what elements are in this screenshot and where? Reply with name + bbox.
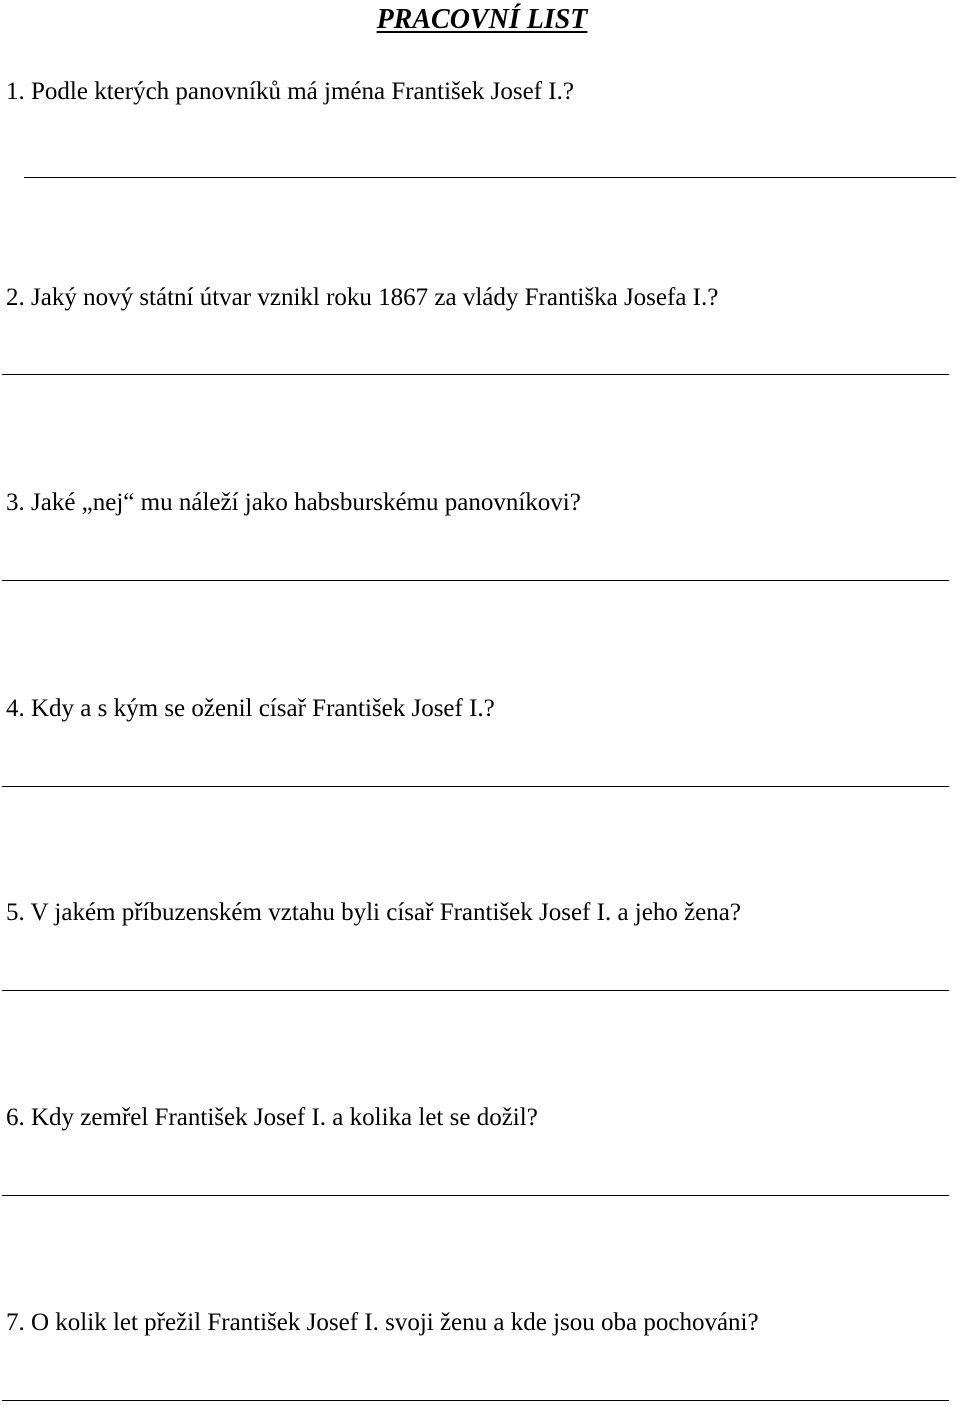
answer-line-5[interactable]: [2, 990, 949, 991]
question-7: 7. O kolik let přežil František Josef I. svoji ženu a kde jsou oba pochováni?: [6, 1309, 759, 1336]
question-1: 1. Podle kterých panovníků má jména František Josef I.?: [6, 78, 574, 105]
question-3: 3. Jaké „nej“ mu náleží jako habsburskému panovníkovi?: [6, 489, 581, 516]
question-5: 5. V jakém příbuzenském vztahu byli císař František Josef I. a jeho žena?: [6, 899, 741, 926]
answer-line-3[interactable]: [2, 580, 949, 581]
answer-line-7[interactable]: [2, 1400, 949, 1401]
question-6: 6. Kdy zemřel František Josef I. a kolika let se dožil?: [6, 1104, 538, 1131]
answer-line-4[interactable]: [2, 786, 949, 787]
worksheet-title: [0, 2, 960, 38]
question-4: 4. Kdy a s kým se oženil císař František Josef I.?: [6, 695, 495, 722]
answer-line-2[interactable]: [2, 374, 949, 375]
answer-line-6[interactable]: [2, 1195, 949, 1196]
answer-line-1[interactable]: [24, 177, 956, 178]
question-2: 2. Jaký nový státní útvar vznikl roku 1867 za vlády Františka Josefa I.?: [6, 284, 719, 311]
worksheet-title-text: PRACOVNÍ LIST: [376, 4, 588, 35]
